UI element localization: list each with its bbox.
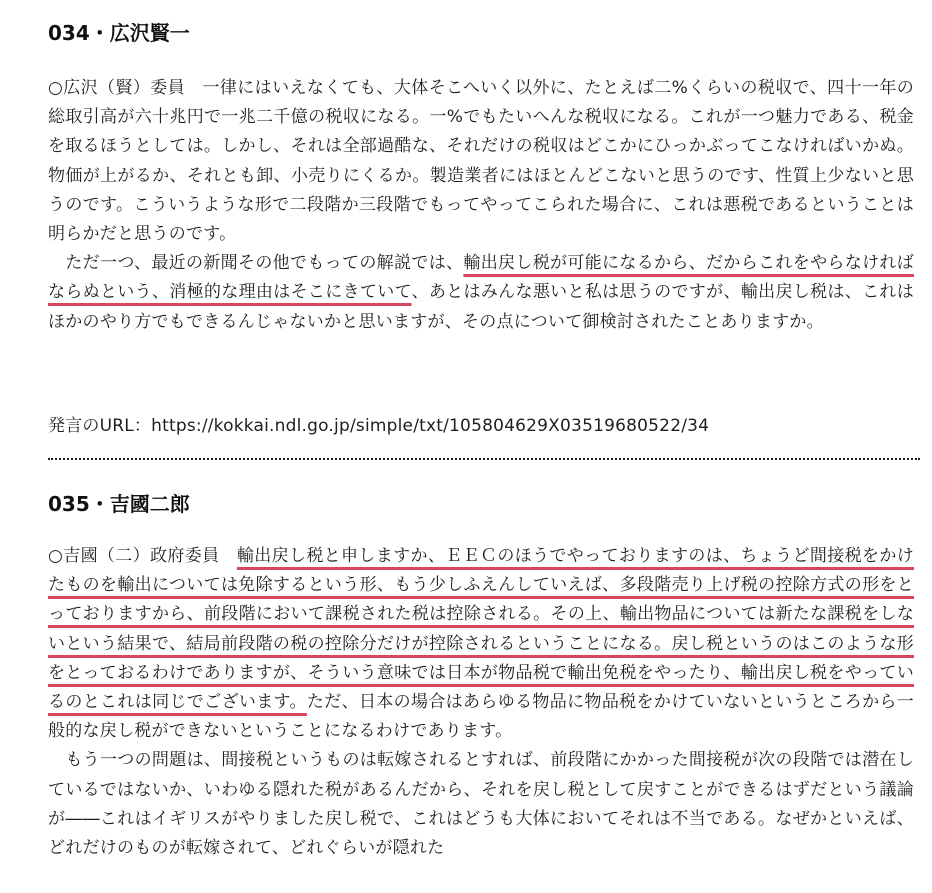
speech-text: ただ、日本の場合はあらゆる物品に物品税をかけていないというところから一般的な戻し税ができないということになるわけであります。: [48, 692, 915, 742]
speech-paragraph: [48, 249, 914, 337]
speech-body: [48, 74, 914, 337]
speech-paragraph: [48, 74, 914, 249]
entry-separator: [48, 458, 920, 460]
speech-text: もう一つの問題は、間接税というものは転嫁されるとすれば、前段階にかかった間接税が次の段階では潜在しているではないか、いわゆる隠れた税があるんだから、それを戻し税として戻すことができるはずだという議論が――これはイギリスがやりました戻し税で、これはどうも大体においてそれは不当である。なぜかといえば、どれだけのものが転嫁されて、どれぐらいが隠れた: [48, 750, 914, 859]
speech-paragraph: [48, 542, 914, 746]
speech-url-link[interactable]: https://kokkai.ndl.go.jp/simple/txt/105804629X03519680522/34: [151, 416, 710, 436]
speech-paragraph: [48, 746, 914, 863]
speech-text: ○広沢（賢）委員 一律にはいえなくても、大体そこへいく以外に、たとえば二%くらいの税収で、四十一年の総取引高が六十兆円で一兆二千億の税収になる。一%でもたいへんな税収になる。これが一つ魅力である、税金を取るほうとしては。しかし、それは全部過酷な、それだけの税収はどこかにひっかぶってこなければいかぬ。物価が上がるか、それとも卸、小売りにくるか。製造業者にはほとんどこないと思うのです、性質上少ないと思うのです。こういうような形で二段階か三段階でもってやってこられた場合に、これは悪税であるということは明らかだと思うのです。: [48, 78, 914, 245]
highlighted-passage: 輸出戻し税が可能になるから、だからこれをやらなければならぬという、消極的な理由はそこにきていて: [48, 253, 915, 303]
speech-heading: 034・広沢賢一: [48, 21, 190, 45]
speech-body: [48, 542, 914, 863]
highlighted-passage: 輸出戻し税と申しますか、ＥＥＣのほうでやっておりますのは、ちょうど間接税をかけたものを輸出については免除するという形、もう少しふえんしていえば、多段階売り上げ税の控除方式の形をとっておりますから、前段階において課税された税は控除される。その上、輸出物品については新たな課税をしないという結果で、結局前段階の税の控除分だけが控除されるということになる。戻し税というのはこのような形をとっておるわけでありますが、そういう意味では日本が物品税で輸出免税をやったり、輸出戻し税をやっているのとこれは同じでございます。: [48, 546, 914, 713]
speech-heading: 035・吉國二郎: [48, 492, 190, 516]
speech-url-line: [48, 412, 709, 441]
speech-text: ただ一つ、最近の新聞その他でもっての解説では、: [48, 253, 464, 274]
speech-text: ○吉國（二）政府委員: [48, 546, 237, 566]
url-label: 発言のURL：: [48, 416, 152, 436]
speech-text: 、あとはみんな悪いと私は思うのですが、輸出戻し税は、これはほかのやり方でもできるんじゃないかと思いますが、その点について御検討されたことありますか。: [48, 282, 914, 332]
